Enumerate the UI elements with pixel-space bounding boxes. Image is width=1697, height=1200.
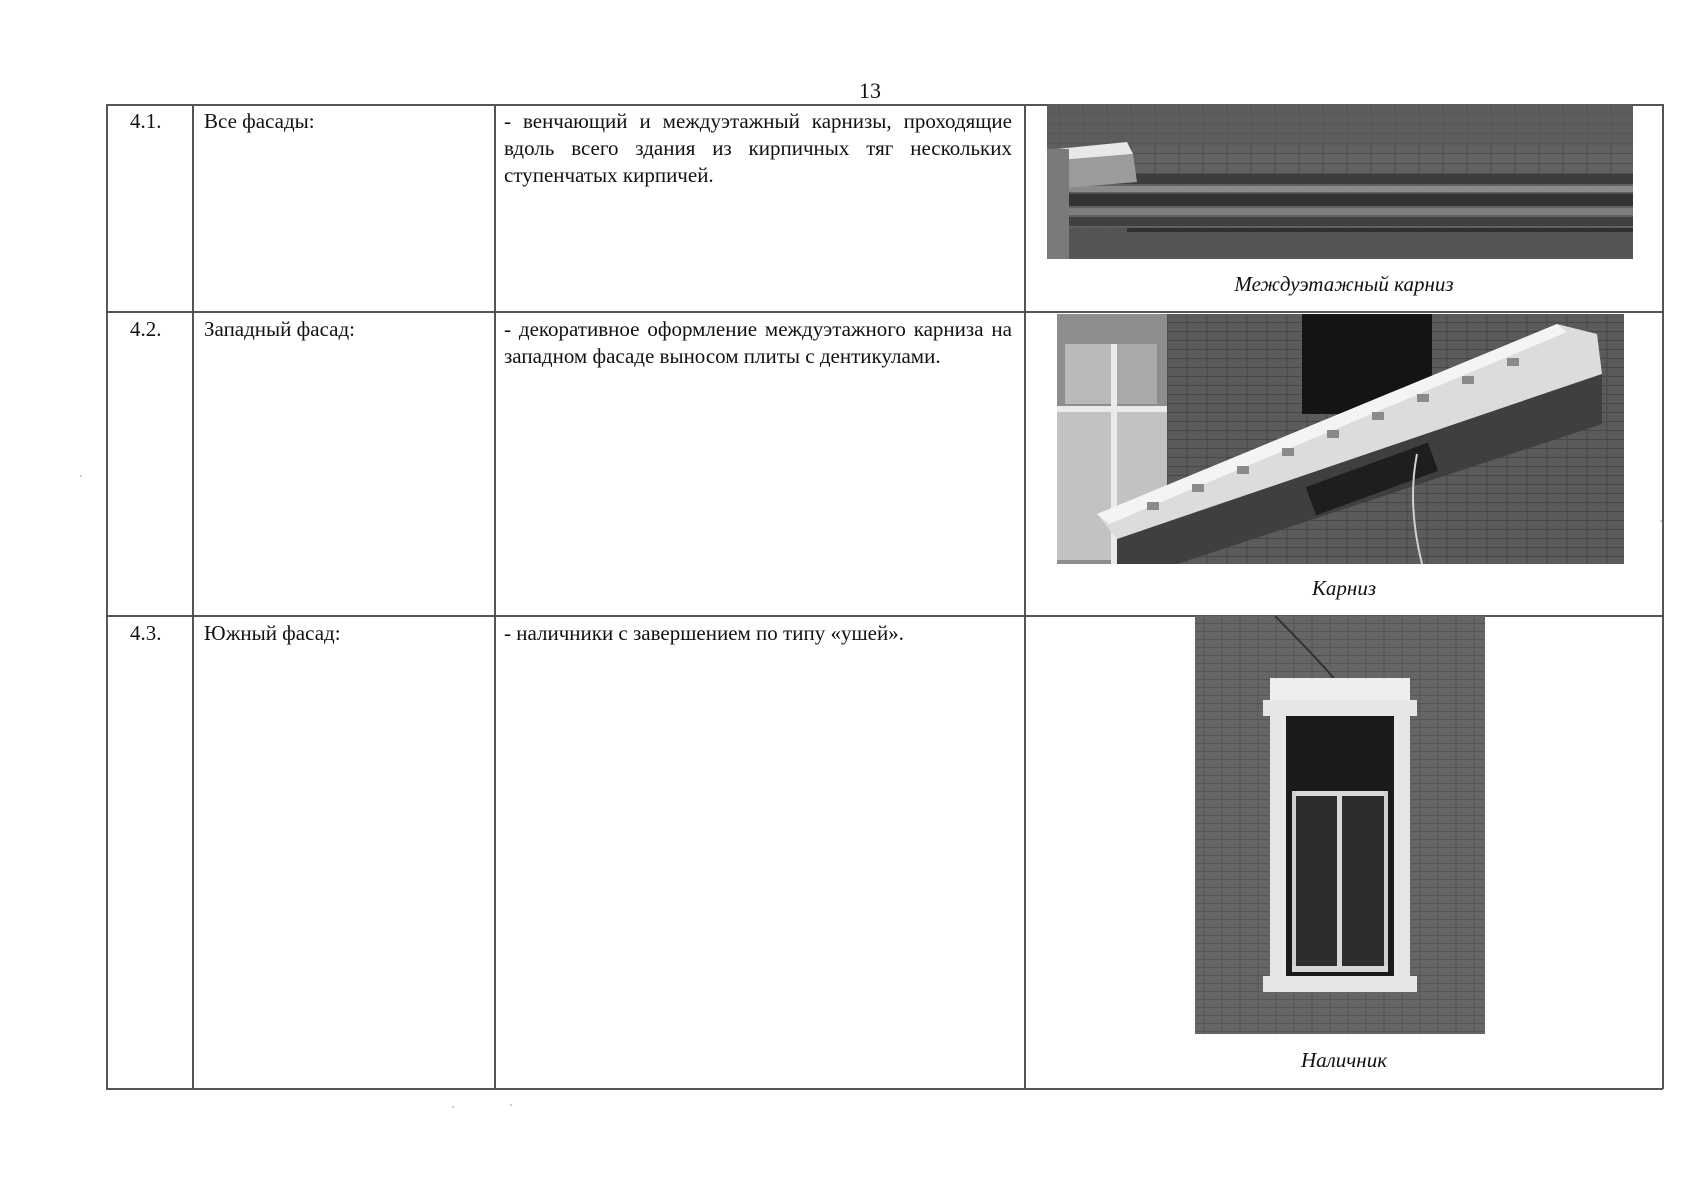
window-trim-photo: [1195, 616, 1485, 1034]
heritage-elements-table: [106, 104, 1663, 1089]
row-number: 4.3.: [130, 621, 162, 645]
element-description: - наличники с завершением по типу «ушей».: [504, 621, 904, 645]
scan-speck: [510, 1104, 512, 1106]
photo-caption: Карниз: [1311, 576, 1377, 600]
row-number: 4.2.: [130, 317, 162, 341]
facade-name: Все фасады:: [204, 109, 315, 133]
scan-speck: [1660, 520, 1662, 522]
facade-name: Западный фасад:: [204, 317, 355, 341]
scan-speck: [80, 475, 82, 477]
page-number: 13: [859, 78, 881, 103]
dentil-cornice-photo: [1057, 314, 1624, 564]
row-number: 4.1.: [130, 109, 162, 133]
photo-caption: Междуэтажный карниз: [1234, 272, 1454, 296]
cornice-photo: [1047, 104, 1633, 259]
element-description: - декоративное оформление междуэтажного карниза на западном фасаде выносом плиты с дентикулами.: [504, 317, 1012, 368]
element-description: - венчающий и междуэтажный карнизы, проходящие вдоль всего здания из кирпичных тяг нескольких ступенчатых кирпичей.: [504, 109, 1012, 187]
scan-speck: [452, 1106, 454, 1108]
photo-caption: Наличник: [1300, 1048, 1388, 1072]
facade-name: Южный фасад:: [204, 621, 341, 645]
